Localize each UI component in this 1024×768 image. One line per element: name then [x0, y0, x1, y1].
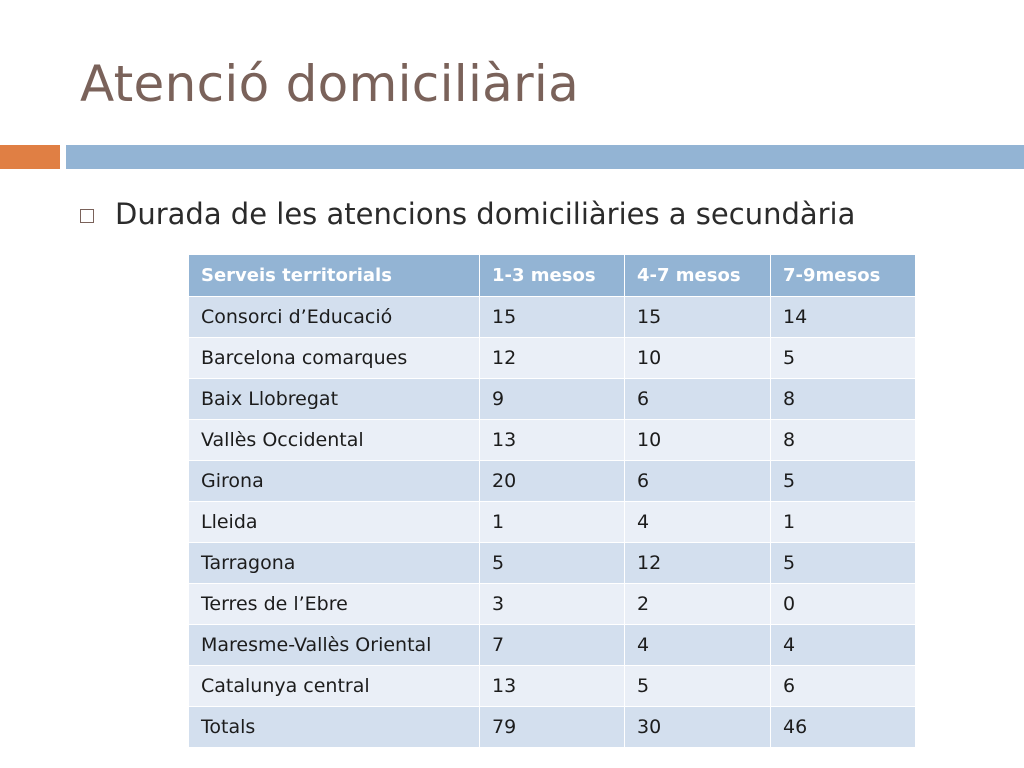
table-cell: 1 [771, 502, 916, 543]
duration-table [188, 254, 916, 748]
table-cell: 4 [625, 502, 771, 543]
table-cell: Girona [189, 461, 480, 502]
hollow-square-icon [80, 209, 94, 223]
bullet-item [80, 192, 855, 236]
table-row [189, 338, 916, 379]
table-cell: 10 [625, 420, 771, 461]
table-cell: Maresme-Vallès Oriental [189, 625, 480, 666]
table-row [189, 461, 916, 502]
table-row [189, 584, 916, 625]
bullet-text: Durada de les atencions domiciliàries a secundària [115, 197, 856, 231]
table-cell: 15 [625, 297, 771, 338]
table-row [189, 543, 916, 584]
table-cell: 7 [480, 625, 625, 666]
table-cell: 5 [625, 666, 771, 707]
table-cell: 8 [771, 379, 916, 420]
table-cell: 20 [480, 461, 625, 502]
blue-accent-bar [66, 145, 1024, 169]
table-row [189, 666, 916, 707]
table-cell: 12 [625, 543, 771, 584]
table-cell: Catalunya central [189, 666, 480, 707]
header-cell: 4-7 mesos [625, 255, 771, 297]
table-cell: 10 [625, 338, 771, 379]
table-cell: 5 [771, 461, 916, 502]
table-cell: Consorci d’Educació [189, 297, 480, 338]
table-cell: 6 [625, 461, 771, 502]
table-cell: Barcelona comarques [189, 338, 480, 379]
table-cell: 1 [480, 502, 625, 543]
table-cell: Lleida [189, 502, 480, 543]
table-cell: 30 [625, 707, 771, 748]
table-cell: 13 [480, 666, 625, 707]
table-cell: 6 [771, 666, 916, 707]
table-cell: 9 [480, 379, 625, 420]
table-cell: 15 [480, 297, 625, 338]
orange-accent-bar [0, 145, 60, 169]
table-cell: 79 [480, 707, 625, 748]
table-cell: 14 [771, 297, 916, 338]
table-cell: 5 [771, 543, 916, 584]
table-cell: 5 [771, 338, 916, 379]
table-cell: 5 [480, 543, 625, 584]
table-cell: 13 [480, 420, 625, 461]
table-cell: Vallès Occidental [189, 420, 480, 461]
table-cell: 6 [625, 379, 771, 420]
table-cell: 2 [625, 584, 771, 625]
table-row [189, 420, 916, 461]
table-row [189, 379, 916, 420]
header-cell: 1-3 mesos [480, 255, 625, 297]
table-cell: Terres de l’Ebre [189, 584, 480, 625]
header-cell: Serveis territorials [189, 255, 480, 297]
table-cell: Tarragona [189, 543, 480, 584]
table-cell: 3 [480, 584, 625, 625]
table-row [189, 297, 916, 338]
slide-title: Atenció domiciliària [80, 55, 580, 113]
table-row-totals [189, 707, 916, 748]
table-cell: Totals [189, 707, 480, 748]
table-cell: 12 [480, 338, 625, 379]
table-cell: 0 [771, 584, 916, 625]
table-cell: Baix Llobregat [189, 379, 480, 420]
table-row [189, 625, 916, 666]
table-row [189, 502, 916, 543]
header-cell: 7-9mesos [771, 255, 916, 297]
table-cell: 8 [771, 420, 916, 461]
table-cell: 4 [625, 625, 771, 666]
table-cell: 46 [771, 707, 916, 748]
table-cell: 4 [771, 625, 916, 666]
table-header-row [189, 255, 916, 297]
